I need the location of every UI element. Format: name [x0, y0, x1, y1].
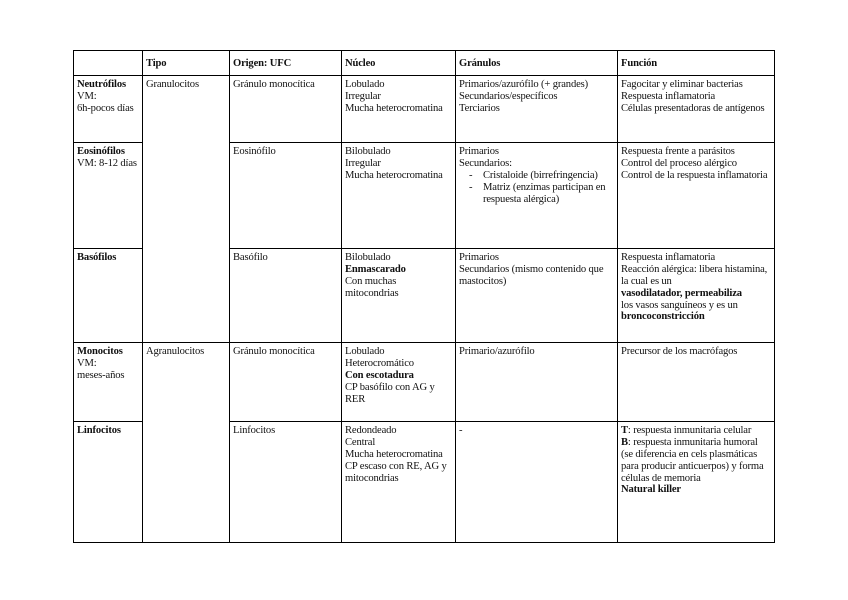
table-row-monocitos	[74, 342, 775, 421]
granulos-line: Primario/azurófilo	[459, 345, 535, 357]
funcion-line: Respuesta frente a parásitos	[621, 145, 735, 157]
granulos-cell: -	[456, 421, 618, 542]
granulos-cell	[456, 75, 618, 142]
lifespan-label: VM:	[77, 357, 97, 369]
nucleo-line-bold: Enmascarado	[345, 263, 406, 275]
funcion-line: Control del proceso alérgico	[621, 157, 737, 169]
granulos-line: Primarios	[459, 251, 499, 263]
funcion-cell	[618, 421, 775, 542]
granulos-cell	[456, 142, 618, 248]
header-origen: Origen: UFC	[230, 51, 342, 76]
funcion-cell	[618, 342, 775, 421]
funcion-line: Respuesta inflamatoria	[621, 90, 716, 102]
header-nucleo: Núcleo	[342, 51, 456, 76]
nucleo-line: Mucha heterocromatina	[345, 169, 443, 181]
funcion-line: los vasos sanguíneos y es un	[621, 299, 738, 311]
granulos-line: Primarios	[459, 145, 499, 157]
header-tipo: Tipo	[143, 51, 230, 76]
funcion-line: Precursor de los macrófagos	[621, 345, 738, 357]
funcion-line: Células presentadoras de antígenos	[621, 102, 765, 114]
cell-type-monocitos	[74, 342, 143, 421]
granulos-line: Secundarios/específicos	[459, 90, 558, 102]
nucleo-line: Lobulado	[345, 345, 385, 357]
cell-type-basofilos	[74, 248, 143, 342]
nucleo-line: Bilobulado	[345, 145, 391, 157]
granulos-line: Secundarios:	[459, 157, 512, 169]
nucleo-line: Mucha heterocromatina	[345, 102, 443, 114]
nucleo-line: Redondeado	[345, 424, 397, 436]
funcion-cell	[618, 142, 775, 248]
cell-name: Linfocitos	[77, 424, 121, 436]
nucleo-cell	[342, 142, 456, 248]
nucleo-line-bold: Con escotadura	[345, 369, 414, 381]
funcion-line: Respuesta inflamatoria	[621, 251, 716, 263]
funcion-t-text: : respuesta inmunitaria celular	[627, 424, 752, 436]
lifespan-value: VM: 8-12 días	[77, 157, 137, 169]
cell-type-neutrofilos	[74, 75, 143, 142]
origen-cell: Linfocitos	[230, 421, 342, 542]
nucleo-cell	[342, 342, 456, 421]
nucleo-line: Heterocromático	[345, 357, 414, 369]
origen-cell: Eosinófilo	[230, 142, 342, 248]
nucleo-line: Central	[345, 436, 376, 448]
nucleo-line: Irregular	[345, 90, 381, 102]
tipo-granulocitos: Granulocitos	[143, 75, 230, 342]
nucleo-line: CP escaso con RE, AG y mitocondrias	[345, 460, 447, 484]
funcion-t-line	[621, 425, 771, 437]
funcion-line-bold: vasodilatador, permeabiliza	[621, 287, 742, 299]
nucleo-line: Lobulado	[345, 78, 385, 90]
lifespan-label: VM:	[77, 90, 97, 102]
nucleo-cell	[342, 248, 456, 342]
granulos-line: Secundarios (mismo contenido que mastocitos)	[459, 263, 604, 287]
granulos-cell	[456, 342, 618, 421]
cell-name: Basófilos	[77, 251, 117, 263]
header-funcion: Función	[618, 51, 775, 76]
cell-name: Eosinófilos	[77, 145, 125, 157]
funcion-line-bold: broncoconstricción	[621, 311, 705, 323]
funcion-b-label: B	[621, 436, 628, 448]
origen-cell: Gránulo monocítica	[230, 75, 342, 142]
nucleo-line: Bilobulado	[345, 251, 391, 263]
granulos-subitem: - Matriz (enzimas participan en respuesta alérgica)	[467, 182, 614, 206]
granulos-sublist	[459, 170, 614, 206]
table-row-neutrofilos	[74, 75, 775, 142]
cell-name: Monocitos	[77, 345, 123, 357]
lifespan-value: 6h-pocos días	[77, 102, 134, 114]
funcion-b-text: : respuesta inmunitaria humoral (se diferencia en cels plasmáticas para producir anticuerpos) y forma células de memoria	[621, 436, 764, 484]
header-granulos: Gránulos	[456, 51, 618, 76]
tipo-agranulocitos: Agranulocitos	[143, 342, 230, 542]
funcion-nk-line: Natural killer	[621, 484, 681, 496]
header-row	[74, 51, 775, 76]
cell-name: Neutrófilos	[77, 78, 126, 90]
granulos-line: Primarios/azurófilo (+ grandes)	[459, 78, 588, 90]
nucleo-line: Irregular	[345, 157, 381, 169]
header-blank	[74, 51, 143, 76]
nucleo-cell	[342, 421, 456, 542]
funcion-b-line	[621, 437, 771, 485]
granulos-cell	[456, 248, 618, 342]
funcion-cell	[618, 248, 775, 342]
leukocyte-table	[73, 50, 775, 543]
nucleo-line: Con muchas mitocondrias	[345, 275, 399, 299]
funcion-t-label: T	[621, 424, 628, 436]
funcion-line: Fagocitar y eliminar bacterias	[621, 78, 743, 90]
lifespan-value: meses-años	[77, 369, 125, 381]
nucleo-line: CP basófilo con AG y RER	[345, 381, 435, 405]
funcion-line: Reacción alérgica: libera histamina, la cual es un	[621, 263, 768, 287]
origen-cell: Basófilo	[230, 248, 342, 342]
nucleo-cell	[342, 75, 456, 142]
nucleo-line: Mucha heterocromatina	[345, 448, 443, 460]
cell-type-linfocitos	[74, 421, 143, 542]
funcion-line: Control de la respuesta inflamatoria	[621, 169, 768, 181]
cell-type-eosinofilos	[74, 142, 143, 248]
granulos-line: Terciarios	[459, 102, 500, 114]
funcion-cell	[618, 75, 775, 142]
origen-cell: Gránulo monocítica	[230, 342, 342, 421]
granulos-subitem: - Cristaloide (birrefringencia)	[467, 170, 614, 182]
